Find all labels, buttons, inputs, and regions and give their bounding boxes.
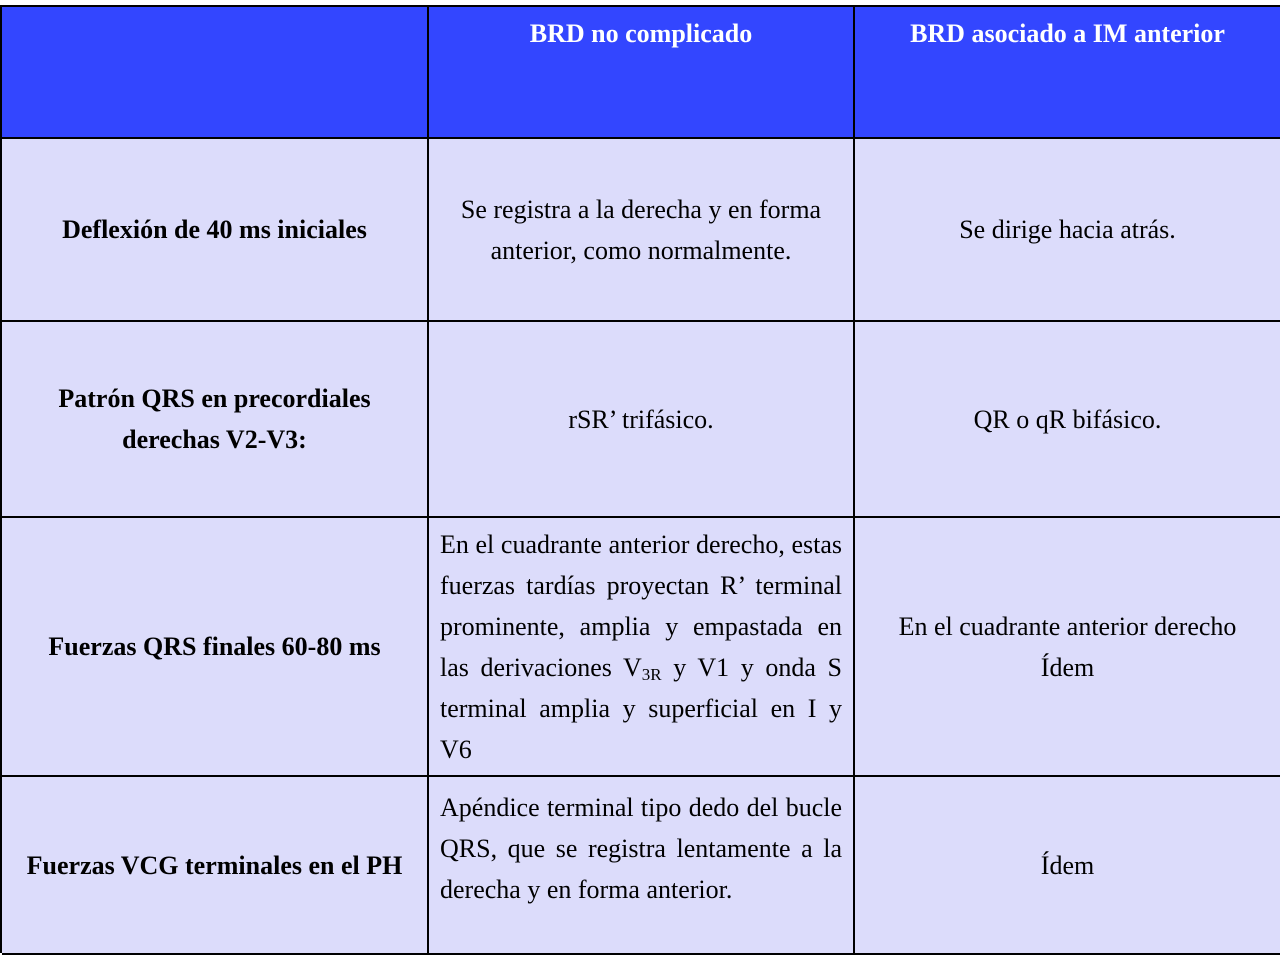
header-cell-brd-no-complicado: BRD no complicado [429,7,855,139]
comparison-table [0,5,1280,953]
cell-fuerzas-vcg-brd-text: Apéndice terminal tipo dedo del bucle QRS, que se registra lentamente a la derecha y en forma anterior. [440,793,842,904]
cell-fuerzas-qrs-brd-text [440,524,842,770]
row-label-fuerzas-vcg-text: Fuerzas VCG terminales en el PH [26,850,403,880]
cell-fuerzas-qrs-im-line2: Ídem [1040,652,1095,682]
row-label-fuerzas-vcg [2,777,429,955]
row-label-fuerzas-qrs: Fuerzas QRS finales 60-80 ms [2,518,429,777]
cell-patron-brd: rSR’ trifásico. [429,322,855,518]
cell-patron-im: QR o qR bifásico. [855,322,1280,518]
header-cell-brd-im-anterior: BRD asociado a IM anterior [855,7,1280,139]
cell-fuerzas-qrs-brd [429,518,855,777]
cell-fuerzas-qrs-im [855,518,1280,777]
cell-deflexion-brd [429,139,855,322]
cell-fuerzas-qrs-im-line1: En el cuadrante anterior derecho [898,611,1237,641]
row-label-patron-qrs-text: Patrón QRS en precordiales derechas V2-V3: [58,384,371,454]
cell-fuerzas-vcg-brd [429,777,855,955]
subscript-3r: 3R [641,665,662,684]
row-label-patron-qrs [2,322,429,518]
row-label-deflexion: Deflexión de 40 ms iniciales [2,139,429,322]
cell-fuerzas-vcg-im: Ídem [855,777,1280,955]
header-cell-empty [2,7,429,139]
fuerzas-text-part1: En el cuadrante anterior derecho, estas fuerzas tardías proyectan R’ terminal prominente, amplia y empastada en las derivaciones V [440,530,842,682]
cell-deflexion-brd-text: Se registra a la derecha y en forma anterior, como normalmente. [460,194,822,265]
fuerzas-text-part2: y V1 y onda S terminal amplia y superficial en I y V6 [440,653,842,764]
cell-deflexion-im: Se dirige hacia atrás. [855,139,1280,322]
